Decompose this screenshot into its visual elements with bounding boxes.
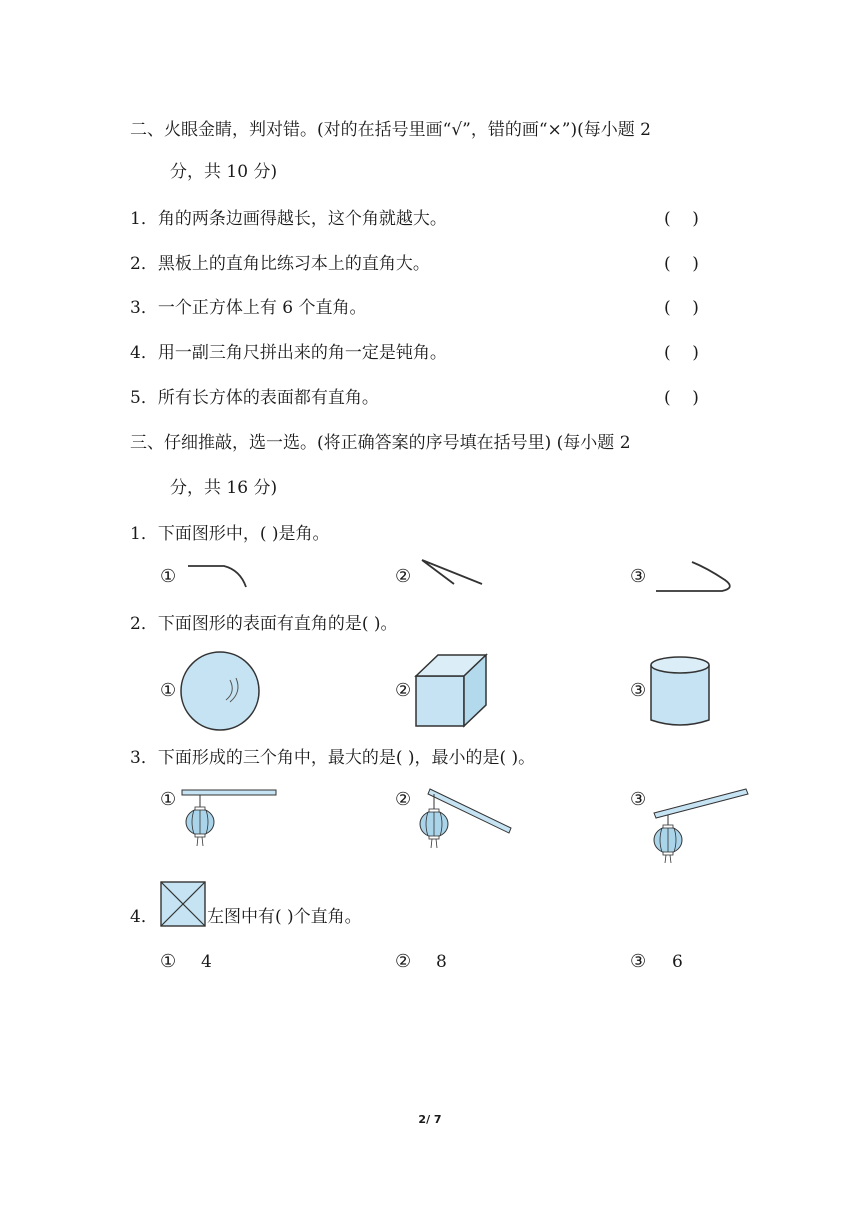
cube-figure xyxy=(412,652,492,732)
q4-option-1-label[interactable]: ① xyxy=(160,951,177,972)
q4-option-1-value: 4 xyxy=(201,952,212,972)
q3-option-3-label[interactable]: ③ xyxy=(630,789,647,810)
judge-item-2: 2．黑板上的直角比练习本上的直角大。 xyxy=(130,254,430,274)
cylinder-figure xyxy=(648,654,712,730)
q1-option-1-label[interactable]: ① xyxy=(160,566,177,587)
q1-option-3-label[interactable]: ③ xyxy=(630,566,647,587)
q3-option-2-label[interactable]: ② xyxy=(395,789,412,810)
q1-option-2-label[interactable]: ② xyxy=(395,566,412,587)
open-curve-figure xyxy=(184,560,254,592)
judge-answer-3[interactable]: ( ) xyxy=(664,298,699,318)
judge-answer-2[interactable]: ( ) xyxy=(664,254,699,274)
q2-option-2-label[interactable]: ② xyxy=(395,680,412,701)
section2-heading-line1: 二、火眼金睛，判对错。(对的在括号里画“√”，错的画“×”)(每小题 2 xyxy=(130,120,651,140)
q4-text: 左图中有( )个直角。 xyxy=(207,907,362,927)
lantern-angle-figure-3 xyxy=(648,786,750,866)
judge-answer-4[interactable]: ( ) xyxy=(664,343,699,363)
q3-option-1-label[interactable]: ① xyxy=(160,789,177,810)
lantern-angle-figure-1 xyxy=(180,786,280,856)
section2-heading-line2: 分，共 10 分) xyxy=(170,162,278,182)
angle-figure xyxy=(418,556,488,590)
judge-answer-5[interactable]: ( ) xyxy=(664,388,699,408)
judge-item-5: 5．所有长方体的表面都有直角。 xyxy=(130,388,379,408)
q2-option-1-label[interactable]: ① xyxy=(160,680,177,701)
judge-item-4: 4．用一副三角尺拼出来的角一定是钝角。 xyxy=(130,343,447,363)
section3-heading-line1: 三、仔细推敲，选一选。(将正确答案的序号填在括号里) (每小题 2 xyxy=(130,433,631,453)
curved-corner-figure xyxy=(652,558,736,598)
judge-item-3: 3．一个正方体上有 6 个直角。 xyxy=(130,298,367,318)
q4-option-2-label[interactable]: ② xyxy=(395,951,412,972)
lantern-angle-figure-2 xyxy=(414,786,514,858)
section3-heading-line2: 分，共 16 分) xyxy=(170,478,278,498)
page-number: 2/ 7 xyxy=(418,1113,442,1126)
q2-text: 2．下面图形的表面有直角的是( )。 xyxy=(130,614,398,634)
q1-text: 1．下面图形中，( )是角。 xyxy=(130,524,330,544)
q4-number: 4． xyxy=(130,907,158,927)
square-diagonals-figure xyxy=(160,881,206,927)
q2-option-3-label[interactable]: ③ xyxy=(630,680,647,701)
q3-text: 3．下面形成的三个角中，最大的是( )，最小的是( )。 xyxy=(130,748,536,768)
q4-option-3-label[interactable]: ③ xyxy=(630,951,647,972)
judge-answer-1[interactable]: ( ) xyxy=(664,209,699,229)
q4-option-2-value: 8 xyxy=(436,952,447,972)
sphere-figure xyxy=(178,650,262,734)
q4-option-3-value: 6 xyxy=(672,952,683,972)
judge-item-1: 1．角的两条边画得越长，这个角就越大。 xyxy=(130,209,447,229)
